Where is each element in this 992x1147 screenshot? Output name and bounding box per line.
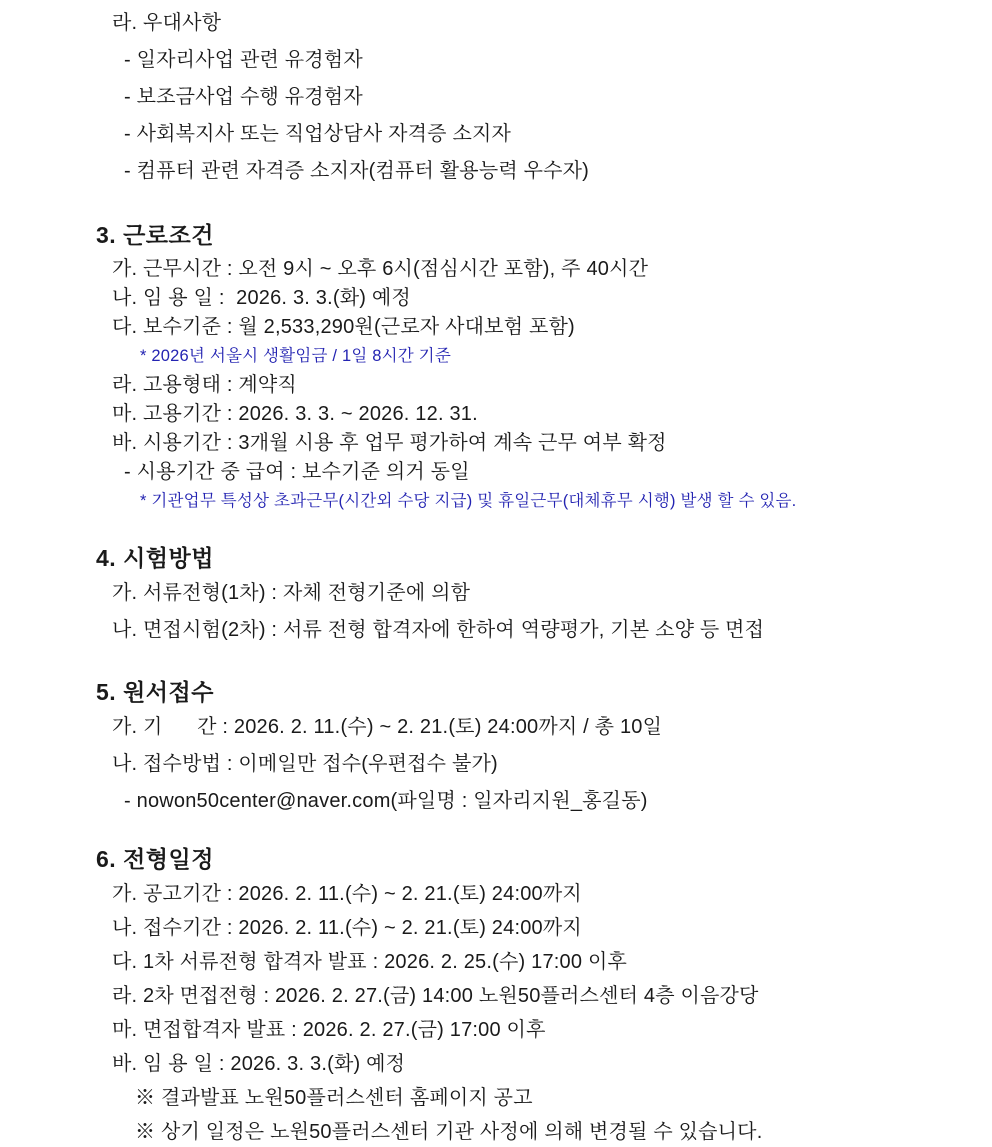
preference-item-computer: - 컴퓨터 관련 자격증 소지자(컴퓨터 활용능력 우수자) xyxy=(124,160,590,182)
preference-item-jobs-experience: - 일자리사업 관련 유경험자 xyxy=(124,49,363,71)
employment-type-line: 라. 고용형태 : 계약직 xyxy=(112,374,297,396)
result-announcement-remark: ※ 결과발표 노원50플러스센터 홈페이지 공고 xyxy=(135,1087,533,1109)
employment-period-line: 마. 고용기간 : 2026. 3. 3. ~ 2026. 12. 31. xyxy=(112,403,478,425)
interview-line: 나. 면접시험(2차) : 서류 전형 합격자에 한하여 역량평가, 기본 소양 등 면접 xyxy=(112,619,765,641)
section-title-working-conditions: 3. 근로조건 xyxy=(96,222,214,248)
probation-pay-line: - 시용기간 중 급여 : 보수기준 의거 동일 xyxy=(124,461,470,483)
section-application xyxy=(0,677,992,814)
first-result-line: 다. 1차 서류전형 합격자 발표 : 2026. 2. 25.(수) 17:00 이후 xyxy=(112,951,627,973)
section-title-application: 5. 원서접수 xyxy=(96,679,214,705)
notice-period-line: 가. 공고기간 : 2026. 2. 11.(수) ~ 2. 21.(토) 24:00까지 xyxy=(112,883,582,905)
interview-schedule-line: 라. 2차 면접전형 : 2026. 2. 27.(금) 14:00 노원50플러스센터 4층 이음강당 xyxy=(112,985,759,1007)
preference-heading: 라. 우대사항 xyxy=(112,12,222,34)
salary-line: 다. 보수기준 : 월 2,533,290원(근로자 사대보험 포함) xyxy=(112,316,575,338)
section-schedule xyxy=(0,844,992,1145)
probation-line: 바. 시용기간 : 3개월 시용 후 업무 평가하여 계속 근무 여부 확정 xyxy=(112,432,667,454)
section-title-test-method: 4. 시험방법 xyxy=(96,545,214,571)
receipt-period-line: 나. 접수기간 : 2026. 2. 11.(수) ~ 2. 21.(토) 24:00까지 xyxy=(112,917,582,939)
appointment-date-line: 나. 임 용 일 : 2026. 3. 3.(화) 예정 xyxy=(112,287,411,309)
work-hours-line: 가. 근무시간 : 오전 9시 ~ 오후 6시(점심시간 포함), 주 40시간 xyxy=(112,258,649,280)
overtime-note: * 기관업무 특성상 초과근무(시간외 수당 지급) 및 휴일근무(대체휴무 시행) 발생 할 수 있음. xyxy=(140,492,797,510)
section-test-method xyxy=(0,543,992,643)
application-method-line: 나. 접수방법 : 이메일만 접수(우편접수 불가) xyxy=(112,753,498,775)
document-screening-line: 가. 서류전형(1차) : 자체 전형기준에 의함 xyxy=(112,582,471,604)
appointment-line: 바. 임 용 일 : 2026. 3. 3.(화) 예정 xyxy=(112,1053,406,1075)
preference-item-license: - 사회복지사 또는 직업상담사 자격증 소지자 xyxy=(124,123,512,145)
application-period-line: 가. 기 간 : 2026. 2. 11.(수) ~ 2. 21.(토) 24:00까지 / 총 10일 xyxy=(112,716,663,738)
preference-item-subsidy-experience: - 보조금사업 수행 유경험자 xyxy=(124,86,363,108)
application-email-line: - nowon50center@naver.com(파일명 : 일자리지원_홍길동) xyxy=(124,790,648,812)
salary-basis-note: * 2026년 서울시 생활임금 / 1일 8시간 기준 xyxy=(140,347,451,365)
interview-result-line: 마. 면접합격자 발표 : 2026. 2. 27.(금) 17:00 이후 xyxy=(112,1019,546,1041)
preference-section xyxy=(0,10,992,184)
section-working-conditions xyxy=(0,220,992,511)
schedule-change-remark: ※ 상기 일정은 노원50플러스센터 기관 사정에 의해 변경될 수 있습니다. xyxy=(135,1121,763,1143)
section-title-schedule: 6. 전형일정 xyxy=(96,846,214,872)
